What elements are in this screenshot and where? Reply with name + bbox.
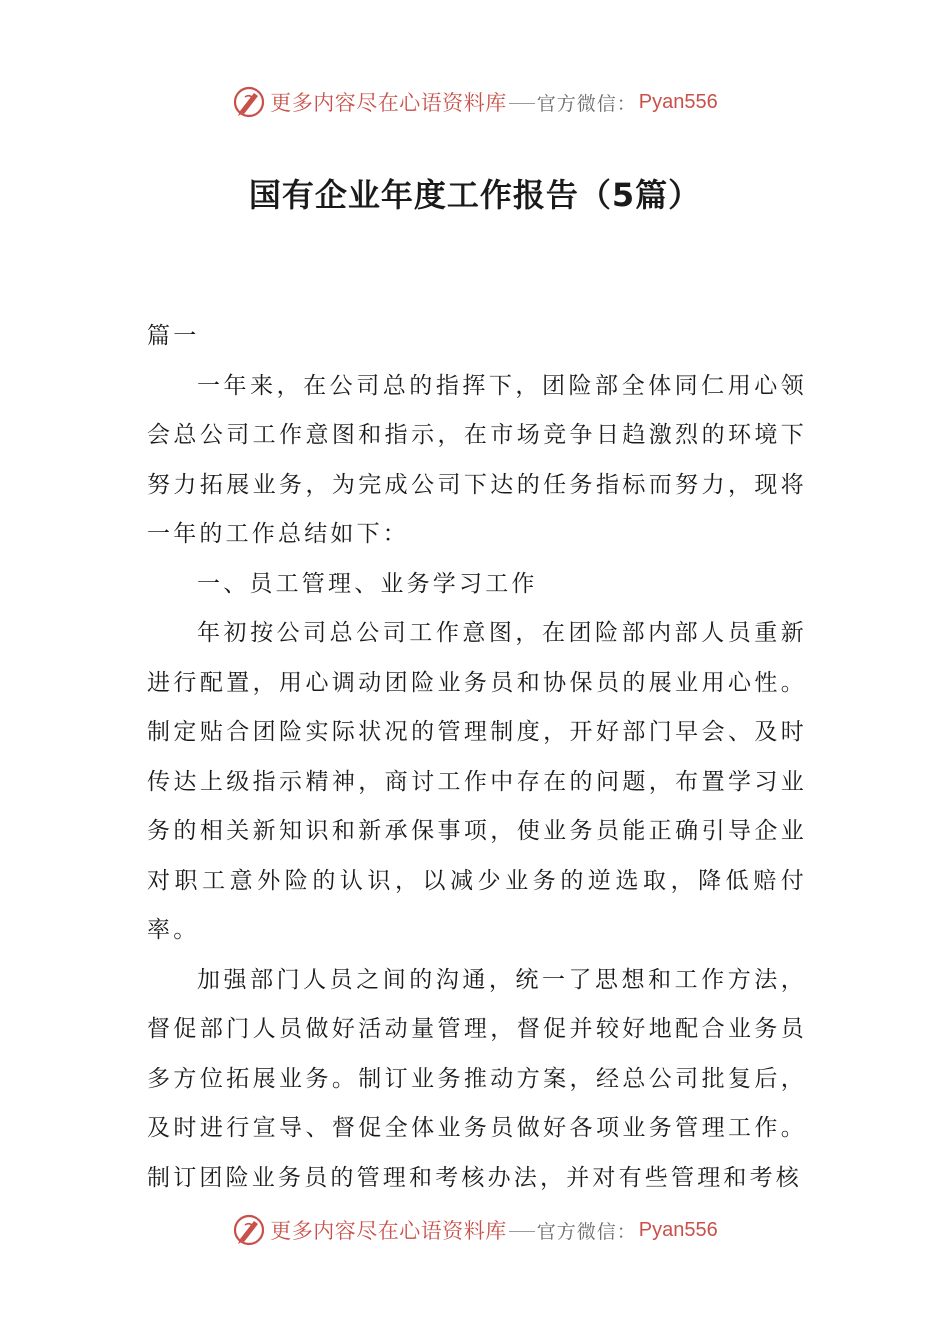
paragraph: 一年来，在公司总的指挥下，团险部全体同仁用心领会总公司工作意图和指示，在市场竞争日趋激烈的环境下努力拓展业务，为完成公司下达的任务指标而努力，现将一年的工作总结如下：: [147, 372, 807, 547]
header-banner: [0, 80, 950, 124]
footer-separator: [509, 1231, 535, 1232]
footer-banner: [0, 1208, 950, 1252]
header-brand-text: 更多内容尽在心语资料库: [270, 91, 507, 115]
document-body: [147, 312, 807, 1203]
section-heading: 一、员工管理、业务学习工作: [197, 570, 538, 597]
header-wechat-label: 官方微信：: [536, 92, 637, 115]
footer-wechat-id: Pyan556: [638, 1218, 718, 1241]
document-title: 国有企业年度工作报告（5篇）: [248, 176, 702, 214]
footer-brand-text: 更多内容尽在心语资料库: [270, 1219, 507, 1243]
header-separator: [509, 103, 535, 104]
pen-logo-icon: [232, 85, 266, 119]
paragraph: 年初按公司总公司工作意图，在团险部内部人员重新进行配置，用心调动团险业务员和协保员的展业用心性。制定贴合团险实际状况的管理制度，开好部门早会、及时传达上级指示精神，商讨工作中存在的问题，布置学习业务的相关新知识和新承保事项，使业务员能正确引导企业对职工意外险的认识，以减少业务的逆选取，降低赔付率。: [147, 620, 807, 943]
header-wechat-id: Pyan556: [638, 90, 718, 113]
section-label: 篇一: [147, 323, 200, 349]
footer-wechat-label: 官方微信：: [536, 1220, 637, 1243]
paragraph: 加强部门人员之间的沟通，统一了思想和工作方法，督促部门人员做好活动量管理，督促并较好地配合业务员多方位拓展业务。制订业务推动方案，经总公司批复后，及时进行宣导、督促全体业务员做好各项业务管理工作。制订团险业务员的管理和考核办法，并对有些管理和考核: [147, 966, 807, 1191]
pen-logo-icon: [232, 1213, 266, 1247]
